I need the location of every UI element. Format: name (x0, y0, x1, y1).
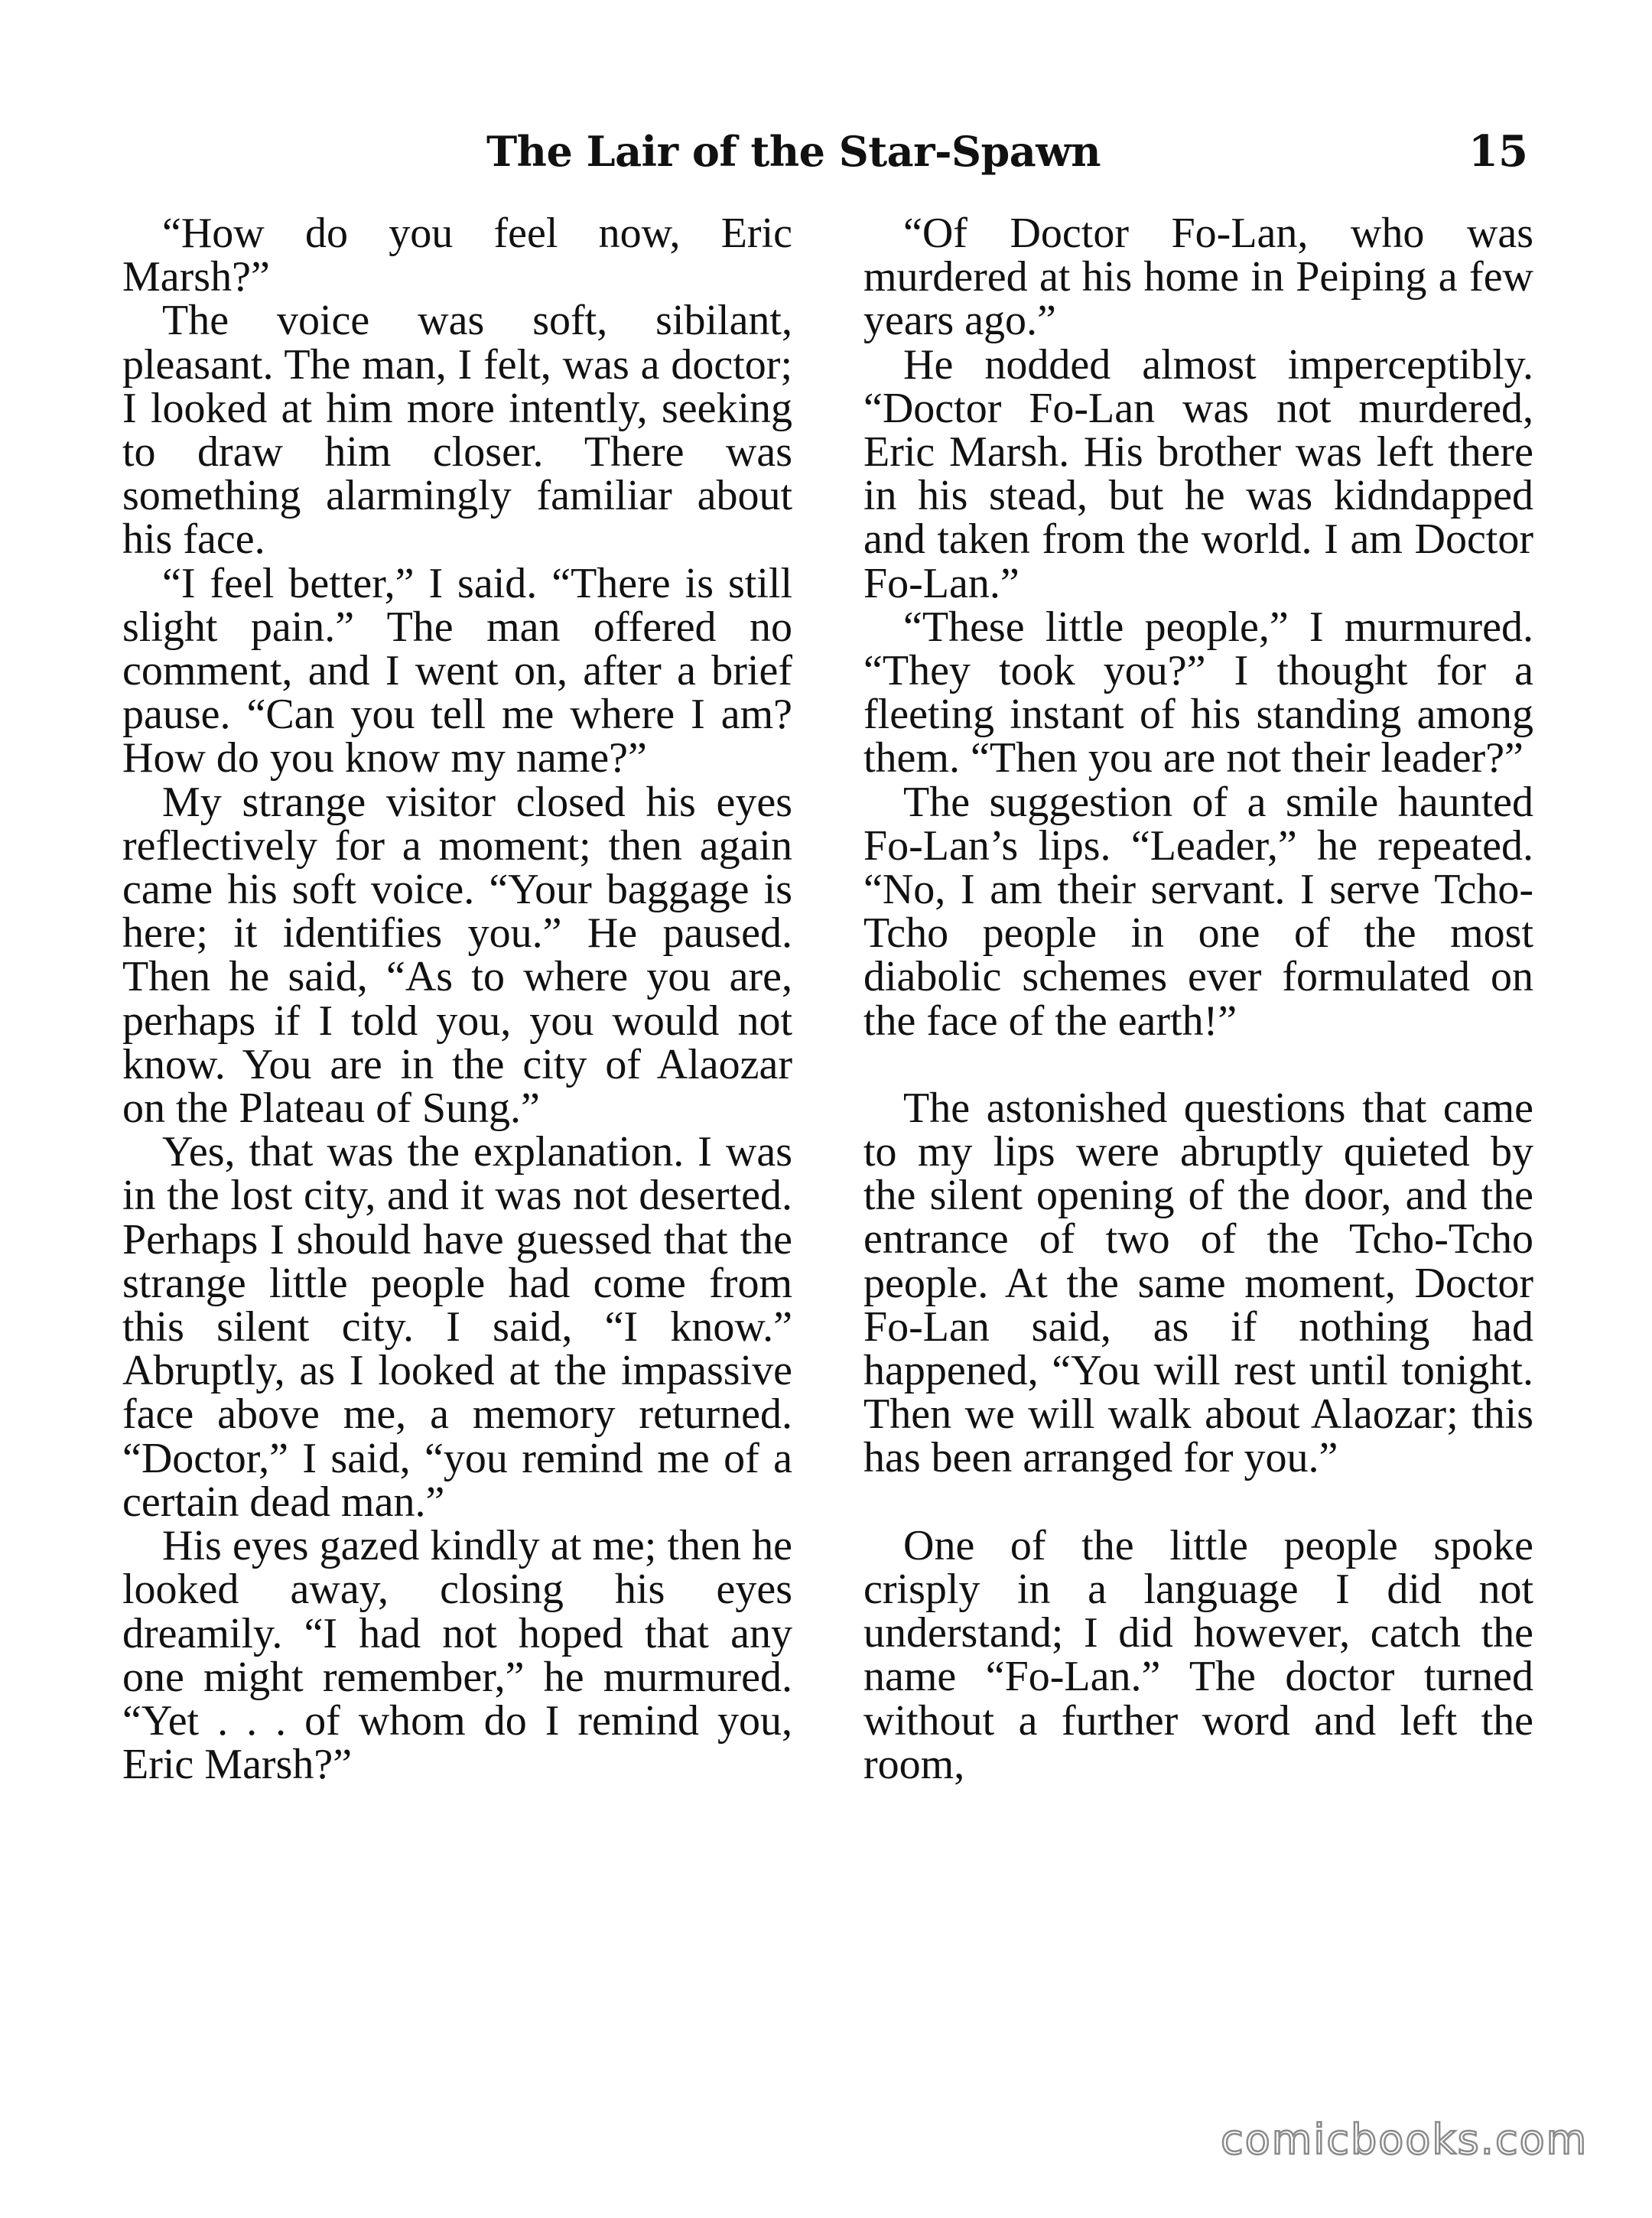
paragraph: The suggestion of a smile haunted Fo-Lan’s lips. “Leader,” he repeated. “No, I am their servant. I serve Tcho-Tcho people in one of the most diabolic schemes ever formulated on the face of the earth!” (863, 778, 1533, 1045)
paragraph: One of the little people spoke crisply in a language I did not understand; I did however, catch the name “Fo-Lan.” The doctor turned without a further word and left the room, (863, 1521, 1533, 1788)
paragraph: He nodded almost imperceptibly. “Doctor Fo-Lan was not murdered, Eric Marsh. His brother was left there in his stead, but he was kidndapped and taken from the world. I am Doctor Fo-Lan.” (863, 340, 1533, 607)
page-number: 15 (1468, 126, 1528, 177)
paragraph: “How do you feel now, Eric Marsh?” (122, 210, 792, 301)
running-header (0, 121, 1652, 182)
paragraph: The voice was soft, sibilant, pleasant. The man, I felt, was a doctor; I looked at him more intently, seeking to draw him closer. There was something alarmingly familiar about his face. (122, 297, 792, 564)
paragraph: “I feel better,” I said. “There is still slight pain.” The man offered no comment, and I went on, after a brief pause. “Can you tell me where I am? How do you know my name?” (122, 559, 792, 782)
paragraph: “Of Doctor Fo-Lan, who was murdered at his home in Peiping a few years ago.” (863, 210, 1533, 345)
paragraph: The astonished questions that came to my lips were abruptly quieted by the silent opening of the door, and the entrance of two of the Tcho-Tcho people. At the same moment, Doctor Fo-Lan said, as if nothing had happened, “You will rest until tonight. Then we will walk about Alaozar; this has been arranged for you.” (863, 1084, 1533, 1482)
paragraph: My strange visitor closed his eyes reflectively for a moment; then again came his soft voice. “Your baggage is here; it identifies you.” He paused. Then he said, “As to where you are, perhaps if I told you, you would not know. You are in the city of Alaozar on the Plateau of Sung.” (122, 778, 792, 1133)
right-column (863, 212, 1533, 1787)
paragraph: His eyes gazed kindly at me; then he looked away, closing his eyes dreamily. “I had not hoped that any one might remember,” he murmured. “Yet . . . of whom do I remind you, Eric Marsh?” (122, 1522, 792, 1789)
watermark: comicbooks.com (1221, 2116, 1589, 2164)
paragraph: “These little people,” I murmured. “They took you?” I thought for a fleeting instant of his standing among them. “Then you are not their leader?” (863, 603, 1533, 782)
paragraph: Yes, that was the explanation. I was in the lost city, and it was not deserted. Perhaps I should have guessed that the strange little people had come from this silent city. I said, “I know.” Abruptly, as I looked at the impassive face above me, a memory returned. “Doctor,” I said, “you remind me of a certain dead man.” (122, 1128, 792, 1526)
running-title: The Lair of the Star-Spawn (486, 127, 1101, 176)
left-column (122, 212, 792, 1787)
